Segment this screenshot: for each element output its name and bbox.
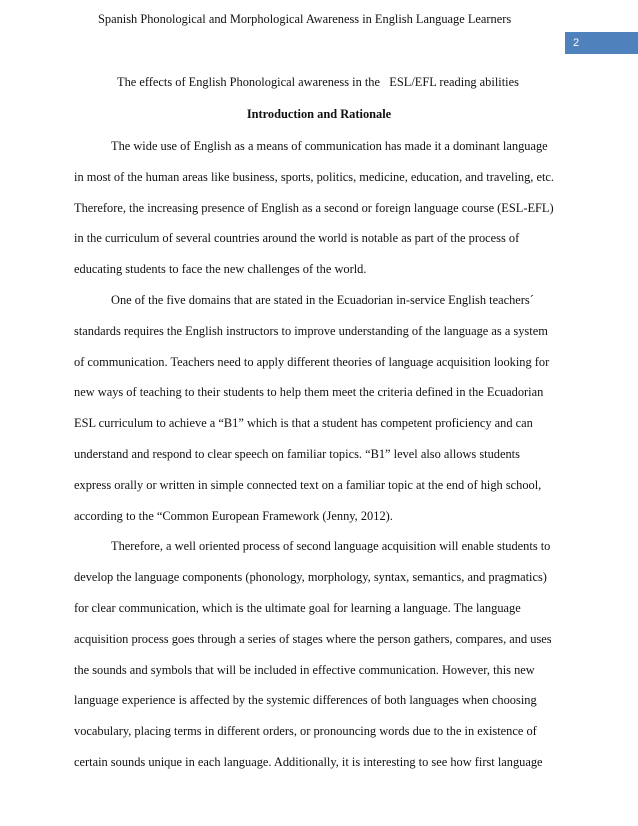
text-line: language experience is affected by the systemic differences of both languages when choosing (74, 693, 537, 708)
section-heading: Introduction and Rationale (246, 107, 392, 121)
page-header (0, 11, 638, 49)
text-line: the sounds and symbols that will be included in effective communication. However, this new (74, 662, 535, 677)
text-line: ESL curriculum to achieve a “B1” which is that a student has competent proficiency and can (74, 416, 533, 431)
text-line: educating students to face the new challenges of the world. (74, 262, 367, 277)
body-text (74, 131, 564, 778)
text-line: of communication. Teachers need to apply different theories of language acquisition looking for (74, 354, 550, 369)
text-line: for clear communication, which is the ultimate goal for learning a language. The language (74, 600, 521, 615)
text-line: express orally or written in simple connected text on a familiar topic at the end of high school, (74, 477, 542, 492)
text-line: certain sounds unique in each language. Additionally, it is interesting to see how first language (74, 754, 543, 769)
text-line: vocabulary, placing terms in different orders, or pronouncing words due to the in existence of (74, 724, 537, 739)
page-number-badge: 2 (565, 32, 638, 54)
text-line: understand and respond to clear speech on familiar topics. “B1” level also allows students (74, 446, 520, 461)
text-line: in the curriculum of several countries around the world is notable as part of the process of (74, 231, 520, 246)
text-line: One of the five domains that are stated in the Ecuadorian in-service English teachers´ (111, 292, 534, 307)
text-line: in most of the human areas like business, sports, politics, medicine, education, and traveling, etc. (74, 169, 555, 184)
document-title: The effects of English Phonological awareness in the ESL/EFL reading abilities (117, 75, 519, 89)
running-head: Spanish Phonological and Morphological Awareness in English Language Learners (98, 12, 512, 26)
text-line: develop the language components (phonology, morphology, syntax, semantics, and pragmatics) (74, 570, 547, 585)
text-line: The wide use of English as a means of communication has made it a dominant language (111, 139, 548, 153)
text-line: according to the “Common European Framework (Jenny, 2012). (74, 508, 393, 523)
text-line: acquisition process goes through a series of stages where the person gathers, compares, and uses (74, 631, 552, 646)
text-line: new ways of teaching to their students to help them meet the criteria defined in the Ecuadorian (74, 385, 544, 400)
text-line: Therefore, the increasing presence of English as a second or foreign language course (ESL-EFL) (74, 200, 554, 215)
text-line: Therefore, a well oriented process of second language acquisition will enable students to (111, 539, 551, 554)
text-line: standards requires the English instructors to improve understanding of the language as a system (74, 323, 548, 338)
